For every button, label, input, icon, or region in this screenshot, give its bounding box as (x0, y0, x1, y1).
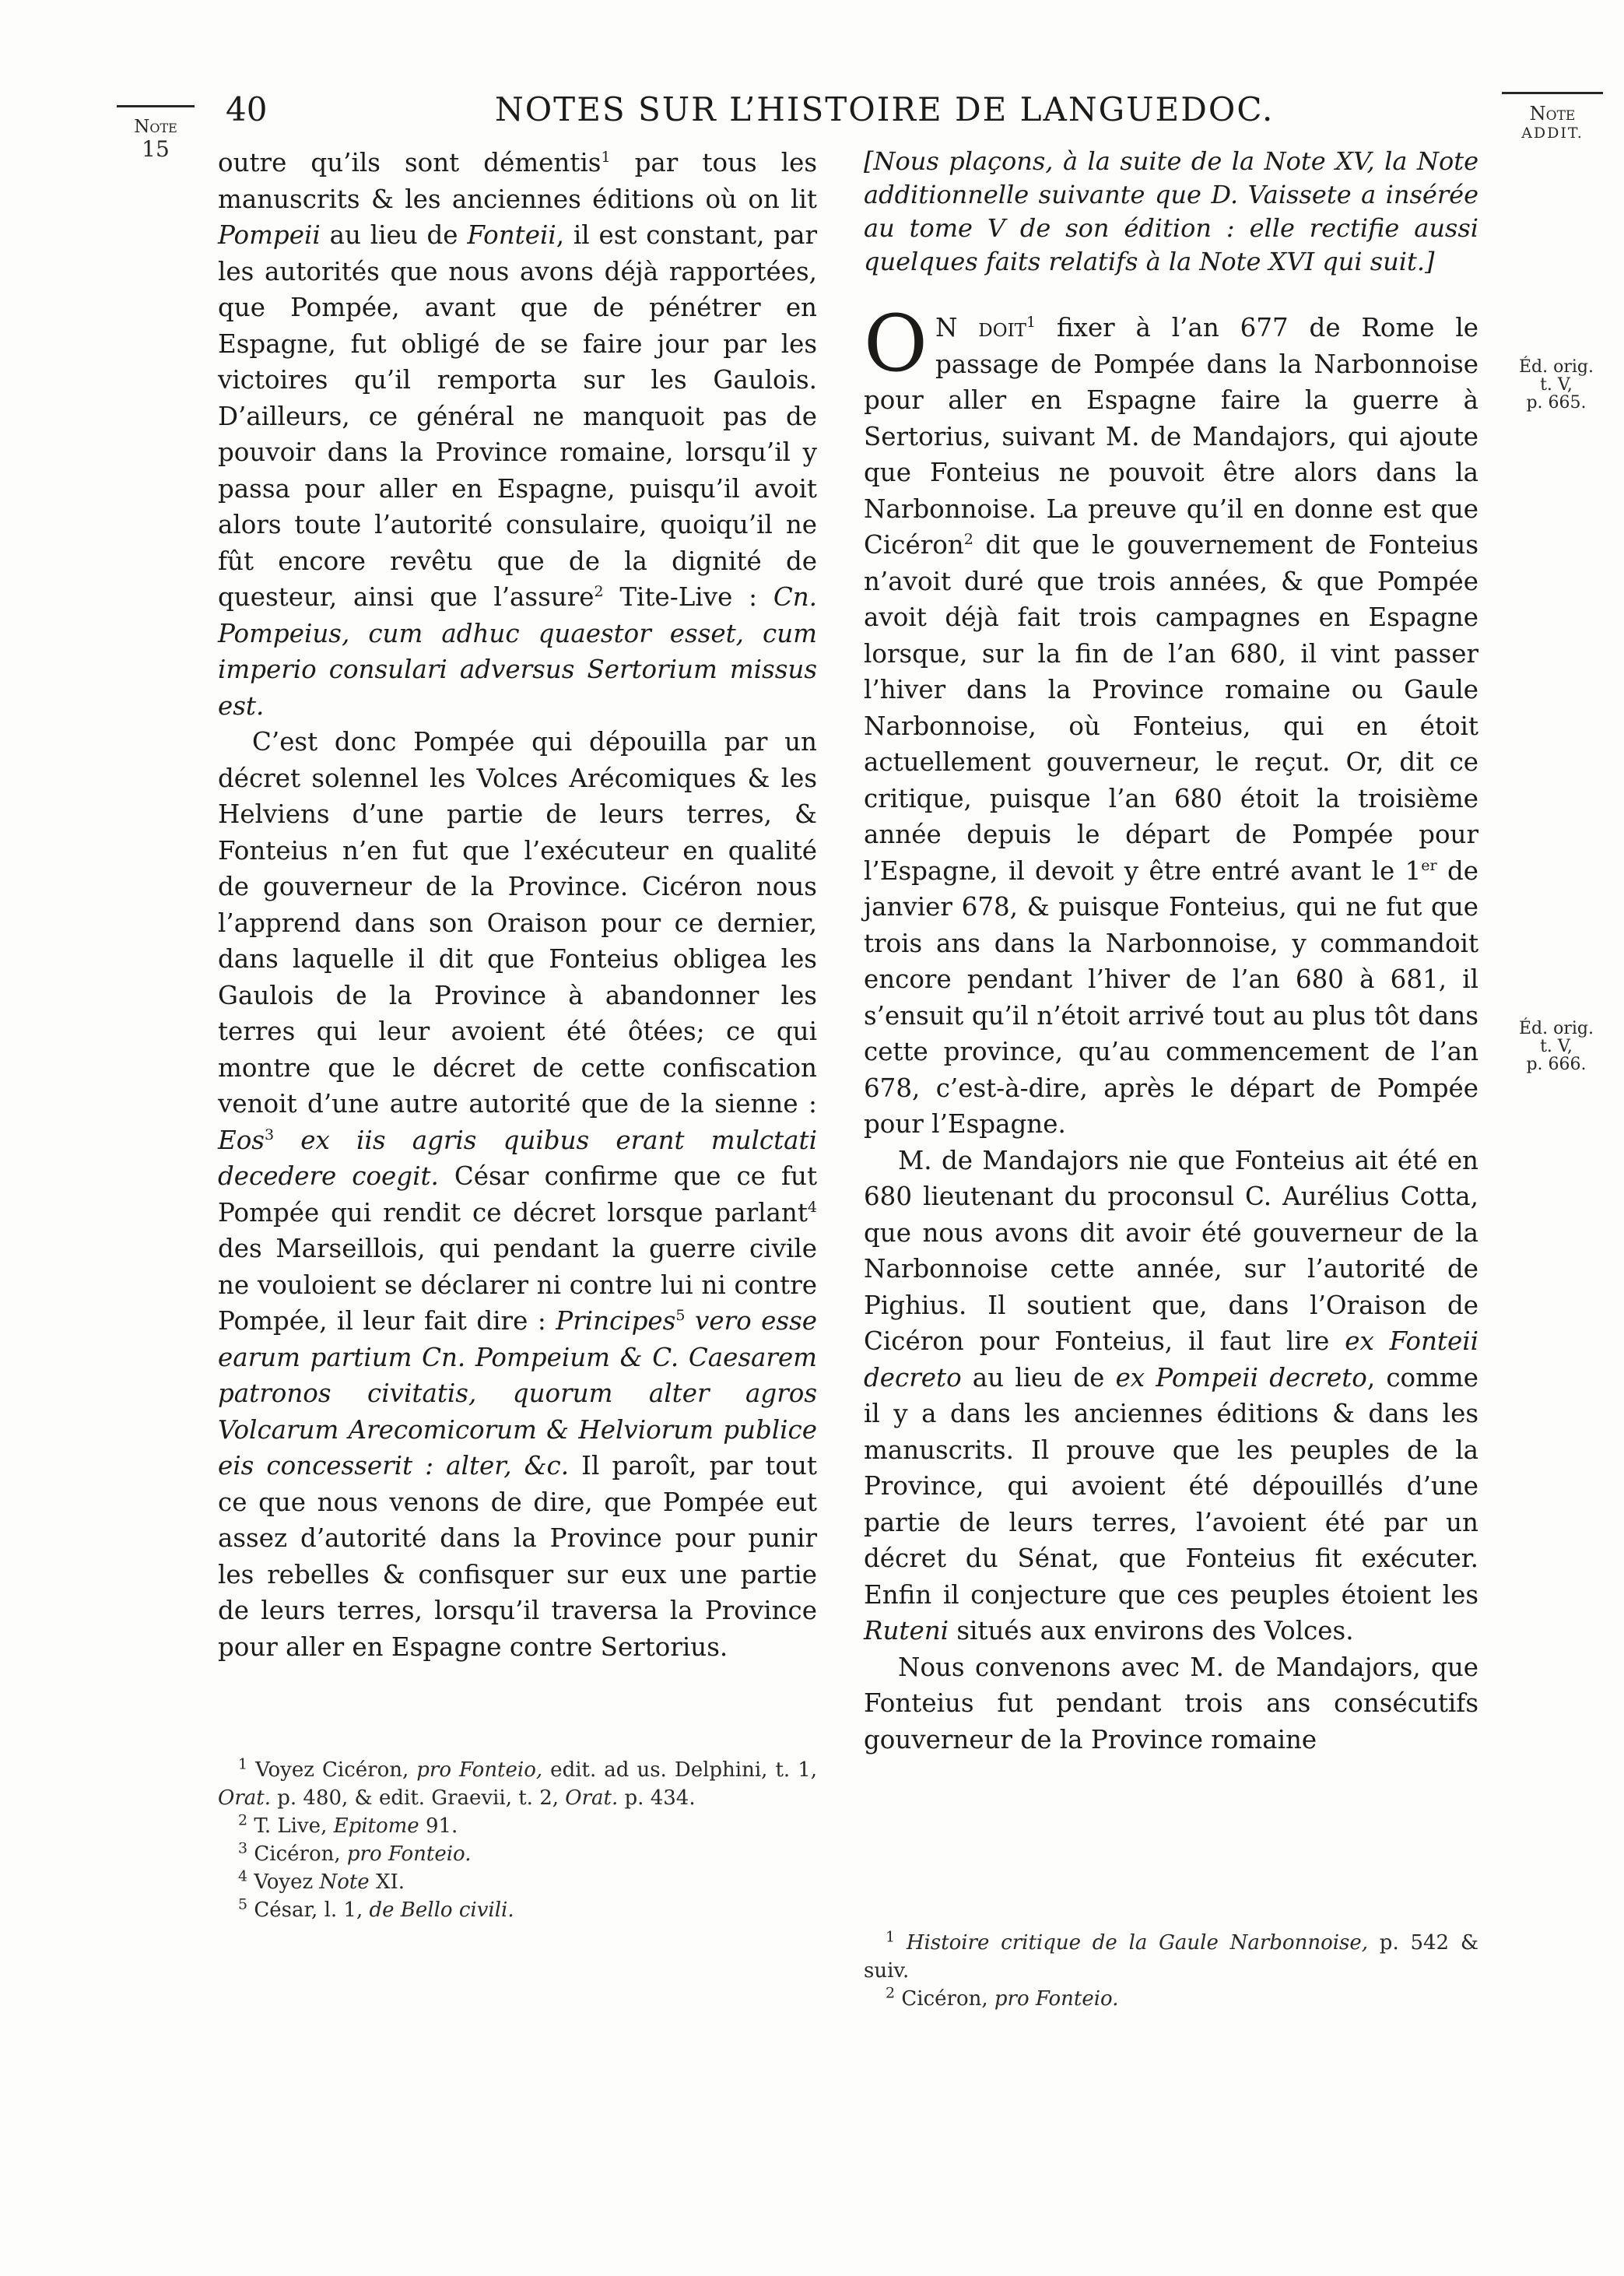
text-run: pro Fonteio, (416, 1758, 543, 1782)
text-run: N doit (935, 313, 1026, 342)
footnote-ref: 4 (807, 1198, 817, 1216)
footnote (218, 1840, 817, 1868)
text-run: ex iis agris quibus erant mulctati decedere coegit. (218, 1125, 817, 1191)
body-paragraph (218, 145, 817, 724)
text-run: de janvier 678, & puisque Fonteius, qui ne fut que trois ans dans la Narbonnoise, y commandoit encore pendant l’hiver de l’an 680 à 681, il s’ensuit qu’il n’étoit arrivé tout au plus tôt dans cette province, qu’au commencement de l’an 678, c’est-à-dire, après le départ de Pompée pour l’Espagne. (864, 855, 1478, 1139)
body-paragraph (218, 724, 817, 1665)
margin-note-label: Note (1529, 103, 1576, 125)
text-run: Principes (556, 1306, 676, 1336)
text-run: situés aux environs des Volces. (949, 1616, 1354, 1646)
footnote-ref: 2 (594, 583, 604, 601)
left-margin-note (117, 105, 195, 163)
text-run: C’est donc Pompée qui dépouilla par un décret solennel les Volces Arécomiques & les Helviens d’une partie de leurs terres, & Fonteius n’en fut que l’exécuteur en qualité de gouverneur de la Province. Cicéron nous l’apprend dans son Oraison pour ce dernier, dans laquelle il dit que Fonteius obligea les Gaulois de la Province à abandonner les terres qui leur avoient été ôtées; ce qui montre que le décret de cette confiscation venoit d’une autre autorité que de la sienne : (218, 727, 817, 1119)
text-run: , il est constant, par les autorités que nous avons déjà rapportées, que Pompée, avant que de pénétrer en Espagne, fut obligé de se faire jour par les victoires qu’il remporta sur les Gaulois. D’ailleurs, ce général ne manquoit pas de pouvoir dans la Province romaine, lorsqu’il y passa pour aller en Espagne, puisqu’il avoit alors toute l’autorité consulaire, quoiqu’il ne fût encore revêtu que de la dignité de questeur, ainsi que l’assure (218, 220, 817, 612)
footnote-number: 2 (238, 1811, 248, 1829)
text-run: T. Live, (247, 1814, 334, 1838)
footnote (218, 1756, 817, 1812)
text-run: Orat. (218, 1786, 271, 1810)
footnote-number: 5 (238, 1895, 248, 1913)
footnote-number: 2 (886, 1984, 896, 2002)
text-run: vero esse earum partium Cn. Pompeium & C. Caesarem patronos civitatis, quorum alter agros Volcarum Arecomicorum & Helviorum publice eis concesserit : alter, &c. (218, 1306, 817, 1480)
running-head (0, 87, 1624, 134)
text-run: Cn. Pompeius, cum adhuc quaestor esset, cum imperio consulari adversus Sertorium missus est. (218, 582, 817, 721)
margin-rule (117, 105, 195, 107)
footnote-number: 3 (238, 1839, 248, 1857)
margin-note-sub: ADDIT. (1521, 124, 1584, 142)
text-run: edit. ad us. Delphini, t. 1, (542, 1758, 818, 1782)
text-run: Fonteii (467, 220, 556, 250)
footnote-ref: 3 (264, 1126, 275, 1143)
editorial-note: [Nous plaçons, à la suite de la Note XV, la Note additionnelle suivante que D. Vaissete a insérée au tome V de son édition : elle rectifie aussi quelques faits relatifs à la Note XVI qui suit.] (864, 146, 1478, 276)
right-column (864, 145, 1478, 1758)
edition-reference-line: p. 665. (1526, 393, 1587, 413)
footnote-number: 1 (886, 1928, 896, 1946)
text-run: ex Pompeii decreto (1115, 1362, 1367, 1393)
edition-reference-line: t. V, (1540, 1037, 1573, 1057)
ordinal-suffix: er (1421, 856, 1437, 874)
text-run: p. 480, & edit. Graevii, t. 2, (270, 1786, 566, 1810)
left-column (218, 145, 817, 1665)
footnote (218, 1812, 817, 1840)
text-run: ex Fonteii decreto (864, 1326, 1479, 1393)
footnote-number: 4 (238, 1867, 248, 1885)
footnote-ref: 1 (601, 149, 611, 167)
footnote (218, 1868, 817, 1896)
body-paragraph (864, 298, 1478, 1143)
text-run: Il paroît, par tout ce que nous venons de dire, que Pompée eut assez d’autorité dans la Province pour punir les rebelles & confisquer sur eux une partie de leurs terres, lorsqu’il traversa la Province pour aller en Espagne contre Sertorius. (218, 1451, 817, 1662)
edition-reference-line: p. 666. (1526, 1055, 1587, 1075)
text-run: Epitome (333, 1814, 419, 1838)
edition-reference-line: Éd. orig. (1518, 1019, 1594, 1038)
body-paragraph (864, 1143, 1478, 1649)
page-number: 40 (226, 90, 268, 128)
text-run: Cicéron, (895, 1987, 994, 2011)
body-paragraph: Nous convenons avec M. de Mandajors, que Fonteius fut pendant trois ans consécutifs gouverneur de la Province romaine (864, 1652, 1478, 1754)
margin-rule (1502, 92, 1603, 94)
text-run: dit que le gouvernement de Fonteius n’avoit duré que trois années, & que Pompée avoit déjà fait trois campagnes en Espagne lorsque, sur la fin de l’an 680, il vint passer l’hiver dans la Province romaine ou Gaule Narbonnoise, où Fonteius, qui en étoit actuellement gouverneur, le reçut. Or, dit ce critique, puisque l’an 680 étoit la troisième année depuis le départ de Pompée pour l’Espagne, il devoit y être entré avant le 1 (864, 530, 1478, 886)
edition-reference (1510, 1020, 1603, 1073)
text-run: au lieu de (320, 220, 468, 250)
text-run: par tous les manuscrits & les anciennes éditions où on lit (218, 148, 817, 214)
page-title: NOTES SUR L’HISTOIRE DE LANGUEDOC. (495, 90, 1275, 128)
text-run: outre qu’ils sont démentis (218, 148, 602, 177)
text-run: , comme il y a dans les anciennes éditions & dans les manuscrits. Il prouve que les peuples de la Province, qui avoient été dépouillés d’une partie de leurs terres, l’avoient été par un décret du Sénat, que Fonteius fit exécuter. Enfin il conjecture que ces peuples étoient les (864, 1362, 1478, 1610)
text-run: César, l. 1, (247, 1898, 370, 1922)
text-run: pro Fonteio. (994, 1987, 1119, 2011)
text-run: Voyez (247, 1870, 320, 1894)
text-run: p. 542 & suiv. (864, 1931, 1478, 1983)
text-run (895, 1931, 907, 1955)
text-run: p. 434. (618, 1786, 696, 1810)
text-run: Voyez Cicéron, (247, 1758, 417, 1782)
edition-reference (1510, 358, 1603, 412)
text-run: M. de Mandajors nie que Fonteius ait été en 680 lieutenant du proconsul C. Aurélius Cotta, que nous avons dit avoir été gouverneur de la Narbonnoise cette année, sur l’autorité de Pighius. Il soutient que, dans l’Oraison de Cicéron pour Fonteius, il faut lire (864, 1145, 1478, 1356)
text-run: Cicéron, (247, 1842, 347, 1866)
text-run: Note (319, 1870, 370, 1894)
footnote (864, 1985, 1478, 2013)
text-run: XI. (369, 1870, 405, 1894)
edition-reference-line: t. V, (1540, 375, 1573, 395)
drop-cap: O (864, 298, 928, 389)
text-run: de Bello civili. (369, 1898, 514, 1922)
footnote (864, 1929, 1478, 1985)
right-footnotes (864, 1929, 1478, 2013)
margin-note-number: 15 (142, 136, 170, 163)
text-run: pro Fonteio. (346, 1842, 472, 1866)
text-run: Eos (218, 1125, 265, 1155)
footnote-ref: 1 (1026, 314, 1036, 332)
text-run: César confirme que ce fut Pompée qui rendit ce décret lorsque parlant (218, 1161, 818, 1228)
text-run: Orat. (565, 1786, 619, 1810)
text-run: Pompeii (218, 220, 321, 250)
footnote-number: 1 (238, 1755, 248, 1773)
text-run: Ruteni (864, 1616, 949, 1646)
text-run: fixer à l’an 677 de Rome le passage de Pompée dans la Narbonnoise pour aller en Espagne faire la guerre à Sertorius, suivant M. de Mandajors, qui ajoute que Fonteius ne pouvoit être alors dans la Narbonnoise. La preuve qu’il en donne est que Cicéron (864, 313, 1478, 560)
right-margin-note (1502, 92, 1603, 142)
text-run: 91. (419, 1814, 458, 1838)
margin-note-label: Note (134, 117, 177, 137)
text-run: Histoire critique de la Gaule Narbonnoise, (906, 1931, 1369, 1955)
left-footnotes (218, 1756, 817, 1924)
footnote (218, 1896, 817, 1924)
footnote-ref: 2 (963, 531, 973, 549)
text-run: des Marseillois, qui pendant la guerre civile ne vouloient se déclarer ni contre lui ni contre Pompée, il leur fait dire : (218, 1234, 817, 1336)
footnote-ref: 5 (675, 1307, 686, 1325)
text-run: Tite-Live : (603, 582, 773, 612)
edition-reference-line: Éd. orig. (1518, 357, 1594, 377)
text-run: au lieu de (961, 1362, 1116, 1393)
